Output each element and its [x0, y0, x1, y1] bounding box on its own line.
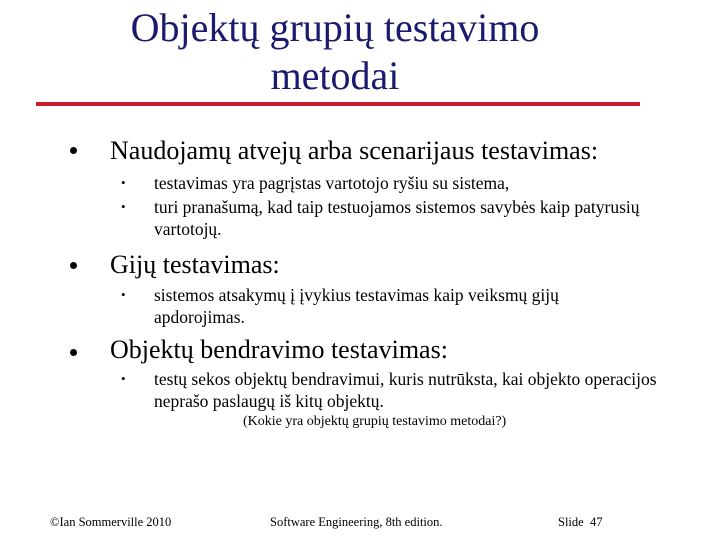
slide-label: Slide: [558, 515, 584, 529]
slide-number: 47: [589, 515, 603, 529]
section-1-item-1: testavimas yra pagrįstas vartotojo ryšiu su sistema,: [154, 173, 510, 193]
question-note: (Kokie yra objektų grupių testavimo metodai?): [243, 414, 507, 429]
section-heading-object-interaction-testing: Objektų bendravimo testavimas:: [110, 335, 448, 364]
section-heading-thread-testing: Gijų testavimas:: [110, 250, 280, 279]
sub-bullet-icon: •: [121, 175, 126, 190]
section-heading-use-case-testing: Naudojamų atvejų arba scenarijaus testavimas:: [110, 136, 599, 165]
sub-bullet-icon: •: [121, 199, 126, 214]
sub-bullet-icon: •: [121, 371, 126, 386]
section-1-item-2: turi pranašumą, kad taip testuojamos sistemos savybės kaip patyrusių vartotojų.: [154, 197, 640, 239]
footer-book: Software Engineering, 8th edition.: [270, 515, 443, 529]
bullet-icon: [70, 262, 77, 269]
footer-copyright: ©Ian Sommerville 2010: [50, 515, 172, 529]
bullet-icon: [70, 147, 77, 154]
slide-title-line-1: Objektų grupių testavimo: [130, 5, 540, 50]
bullet-icon: [70, 349, 77, 356]
footer-slide-number: [558, 514, 602, 530]
slide-title: [0, 4, 670, 100]
sub-bullet-icon: •: [121, 287, 126, 302]
slide-title-line-2: metodai: [270, 53, 400, 98]
title-underline: [36, 102, 640, 106]
section-2-item-1: sistemos atsakymų į įvykius testavimas kaip veiksmų gijų apdorojimas.: [154, 285, 559, 327]
section-3-item-1: testų sekos objektų bendravimui, kuris nutrūksta, kai objekto operacijos neprašo paslaugų iš kitų objektų.: [154, 369, 657, 411]
